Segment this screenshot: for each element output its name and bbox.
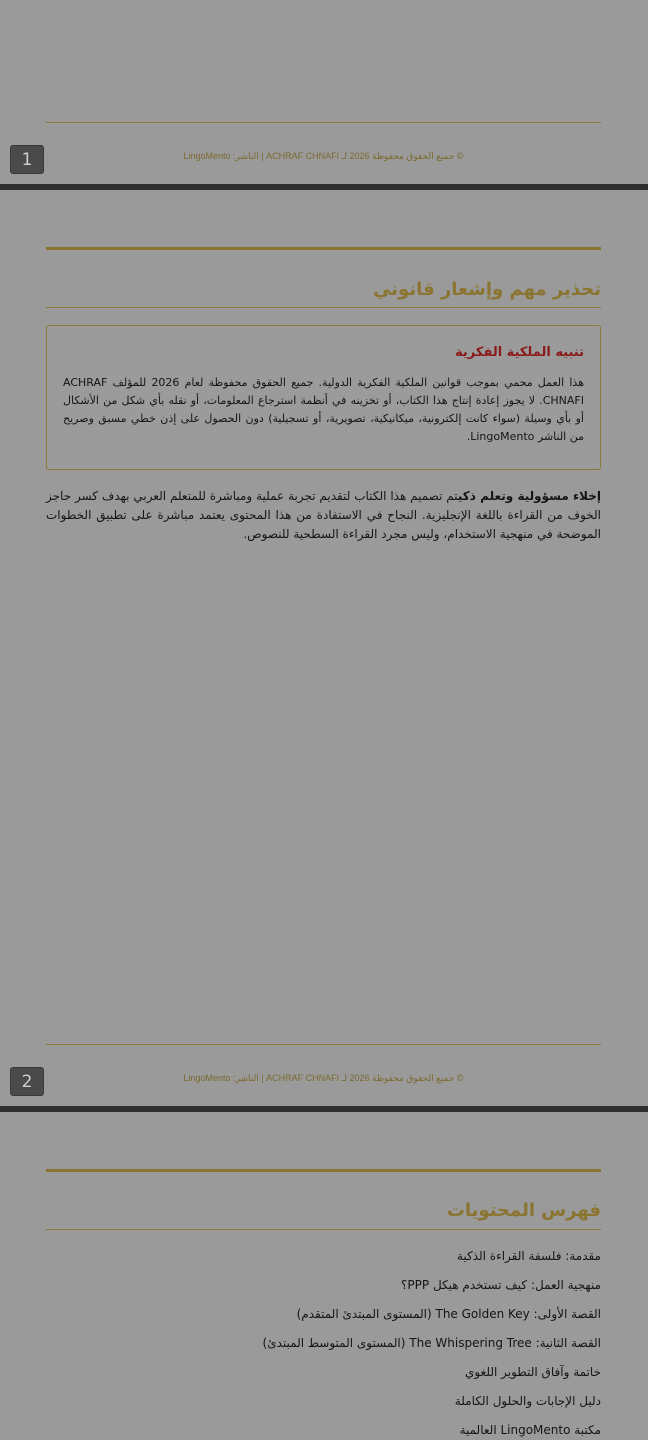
header-rule bbox=[46, 247, 601, 250]
toc-item[interactable]: القصة الثانية: The Whispering Tree (المستوى المتوسط المبتدئ) bbox=[262, 1336, 601, 1350]
toc-title: فهرس المحتويات bbox=[446, 1200, 601, 1221]
footer-divider bbox=[46, 122, 601, 123]
page-number: 2 bbox=[10, 1067, 44, 1096]
toc-item[interactable]: خاتمة وآفاق التطوير اللغوي bbox=[464, 1365, 601, 1379]
page-separator bbox=[0, 1106, 648, 1112]
page-number: 1 bbox=[10, 145, 44, 174]
title-underline bbox=[46, 307, 601, 308]
header-rule bbox=[46, 1169, 601, 1172]
toc-item[interactable]: دليل الإجابات والحلول الكاملة bbox=[454, 1394, 601, 1408]
disclaimer-text: تم تصميم هذا الكتاب لتقديم تجربة عملية ومباشرة للمتعلم العربي بهدف كسر حاجز الخوف من القراءة باللغة الإنجليزية. النجاح في الاستفادة من هذا المحتوى يعتمد مباشرة على تطبيق الخطوات الموضحة في منهجية الاستخدام، وليس مجرد القراءة السطحية للنصوص. bbox=[46, 489, 601, 541]
toc-item[interactable]: مقدمة: فلسفة القراءة الذكية bbox=[456, 1249, 601, 1263]
toc-item[interactable]: منهجية العمل: كيف تستخدم هيكل PPP؟ bbox=[401, 1278, 601, 1292]
toc-item[interactable]: القصة الأولى: The Golden Key (المستوى المبتدئ المتقدم) bbox=[296, 1307, 601, 1321]
disclaimer-label: إخلاء مسؤولية وتعلم ذكي bbox=[457, 489, 601, 503]
notice-body: هذا العمل محمي بموجب قوانين الملكية الفكرية الدولية. جميع الحقوق محفوظة لعام 2026 للمؤلف ACHRAF CHNAFI. لا يجوز إعادة إنتاج هذا الكتاب، أو تخزينه في أنظمة استرجاع المعلومات، أو نقله بأي شكل من الأشكال أو بأي وسيلة (سواء كانت إلكترونية، ميكانيكية، تصويرية، أو تسجيلية) دون الحصول على إذن خطي مسبق وصريح من الناشر LingoMento. bbox=[63, 376, 584, 443]
title-underline bbox=[46, 1229, 601, 1230]
footer-divider bbox=[46, 1044, 601, 1045]
disclaimer-paragraph bbox=[46, 487, 601, 544]
page-title: تحذير مهم وإشعار قانوني bbox=[373, 279, 601, 300]
notice-title: تنبيه الملكية الفكرية bbox=[455, 345, 584, 360]
ip-notice-box bbox=[46, 325, 601, 470]
page-footer: © جميع الحقوق محفوظة 2026 لـ ACHRAF CHNAFI | الناشر: LingoMento bbox=[183, 1073, 464, 1083]
page-separator bbox=[0, 184, 648, 190]
page-footer: © جميع الحقوق محفوظة 2026 لـ ACHRAF CHNAFI | الناشر: LingoMento bbox=[183, 151, 464, 161]
toc-item[interactable]: مكتبة LingoMento العالمية bbox=[459, 1423, 601, 1437]
